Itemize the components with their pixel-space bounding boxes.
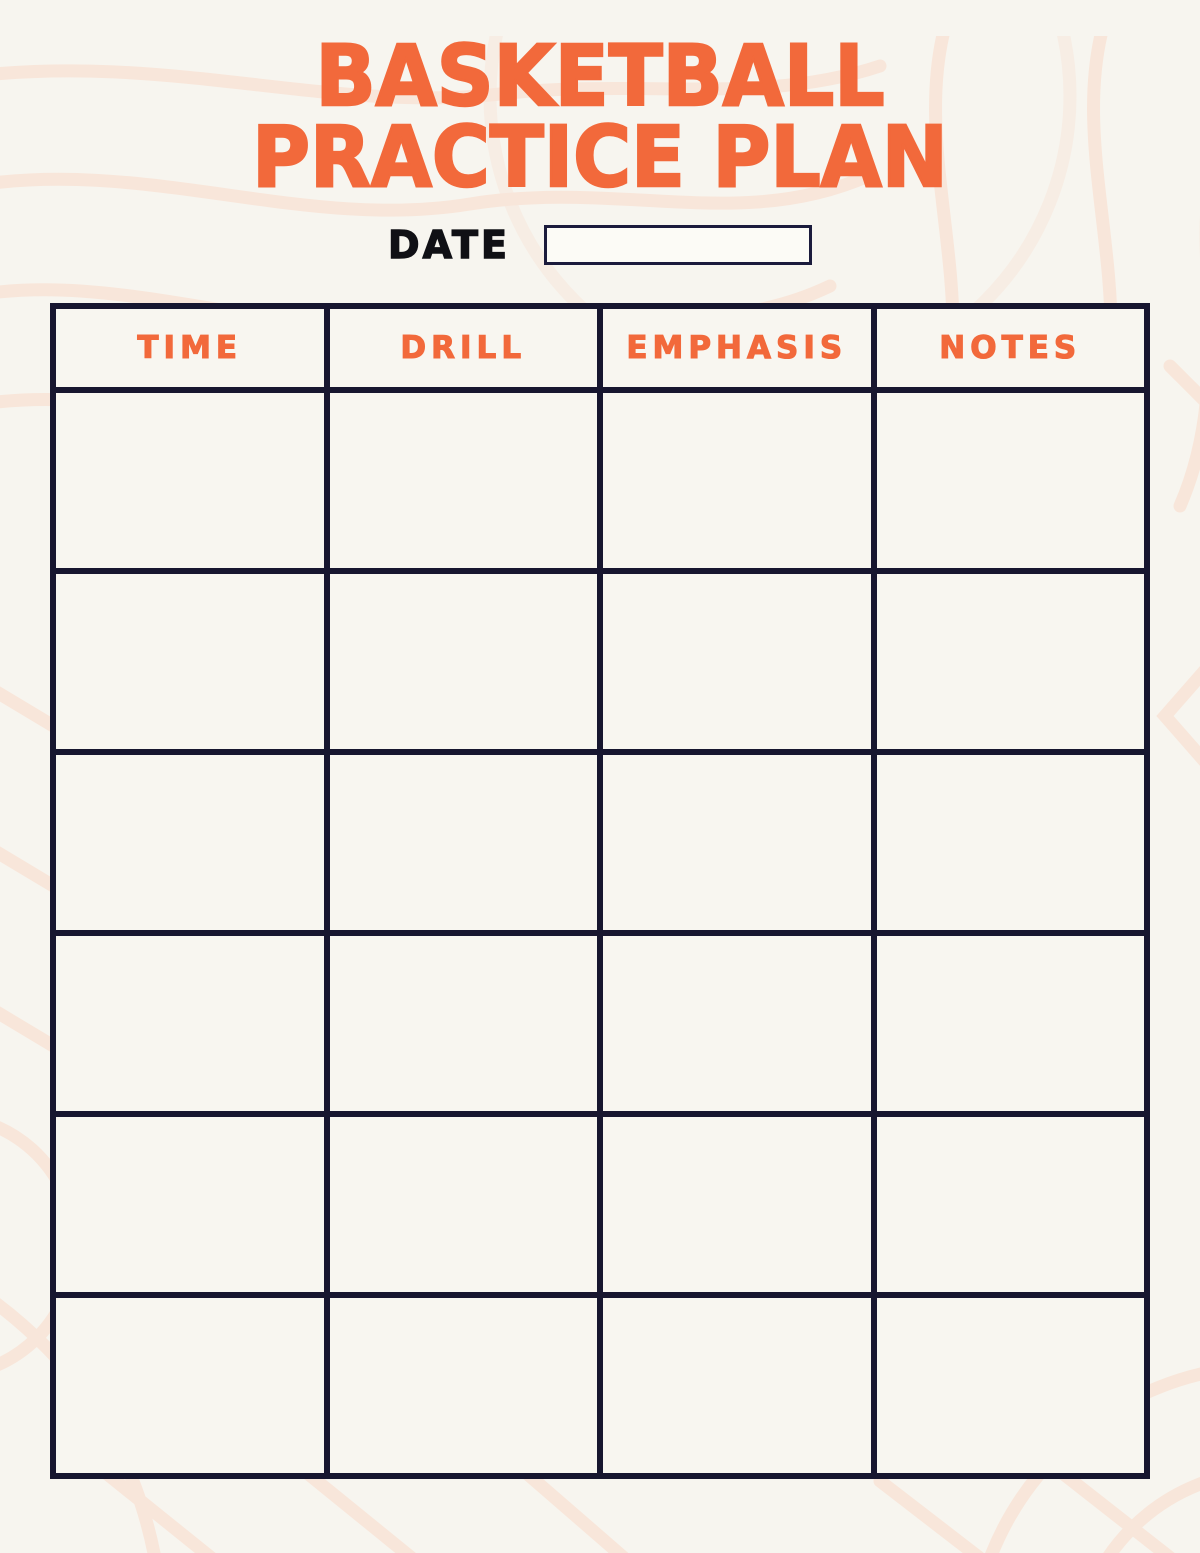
cell-notes[interactable] bbox=[874, 571, 1148, 752]
cell-time[interactable] bbox=[53, 752, 327, 933]
cell-notes[interactable] bbox=[874, 1295, 1148, 1476]
cell-emphasis[interactable] bbox=[600, 752, 874, 933]
cell-drill[interactable] bbox=[327, 571, 601, 752]
cell-notes[interactable] bbox=[874, 933, 1148, 1114]
cell-drill[interactable] bbox=[327, 390, 601, 571]
cell-time[interactable] bbox=[53, 571, 327, 752]
cell-notes[interactable] bbox=[874, 1114, 1148, 1295]
column-header-time: TIME bbox=[53, 306, 327, 390]
cell-time[interactable] bbox=[53, 1114, 327, 1295]
date-input[interactable] bbox=[544, 225, 812, 265]
date-label: DATE bbox=[388, 223, 510, 268]
cell-emphasis[interactable] bbox=[600, 571, 874, 752]
cell-emphasis[interactable] bbox=[600, 1114, 874, 1295]
table-row bbox=[53, 752, 1147, 933]
cell-time[interactable] bbox=[53, 1295, 327, 1476]
page-title-line-2: PRACTICE PLAN bbox=[252, 107, 948, 206]
table-row bbox=[53, 390, 1147, 571]
cell-drill[interactable] bbox=[327, 1114, 601, 1295]
cell-drill[interactable] bbox=[327, 933, 601, 1114]
cell-emphasis[interactable] bbox=[600, 933, 874, 1114]
column-header-notes: NOTES bbox=[874, 306, 1148, 390]
table-row bbox=[53, 1295, 1147, 1476]
column-header-drill: DRILL bbox=[327, 306, 601, 390]
cell-emphasis[interactable] bbox=[600, 1295, 874, 1476]
column-header-emphasis: EMPHASIS bbox=[600, 306, 874, 390]
cell-emphasis[interactable] bbox=[600, 390, 874, 571]
cell-notes[interactable] bbox=[874, 752, 1148, 933]
table-header-row bbox=[53, 306, 1147, 390]
cell-notes[interactable] bbox=[874, 390, 1148, 571]
table-row bbox=[53, 933, 1147, 1114]
date-row bbox=[0, 223, 1200, 267]
page-title-line-1: BASKETBALL bbox=[315, 27, 885, 125]
cell-time[interactable] bbox=[53, 933, 327, 1114]
practice-plan-page bbox=[0, 27, 1200, 1479]
page-title bbox=[0, 27, 1200, 206]
table-row bbox=[53, 571, 1147, 752]
cell-drill[interactable] bbox=[327, 1295, 601, 1476]
table-row bbox=[53, 1114, 1147, 1295]
cell-drill[interactable] bbox=[327, 752, 601, 933]
cell-time[interactable] bbox=[53, 390, 327, 571]
practice-plan-table bbox=[50, 303, 1150, 1479]
